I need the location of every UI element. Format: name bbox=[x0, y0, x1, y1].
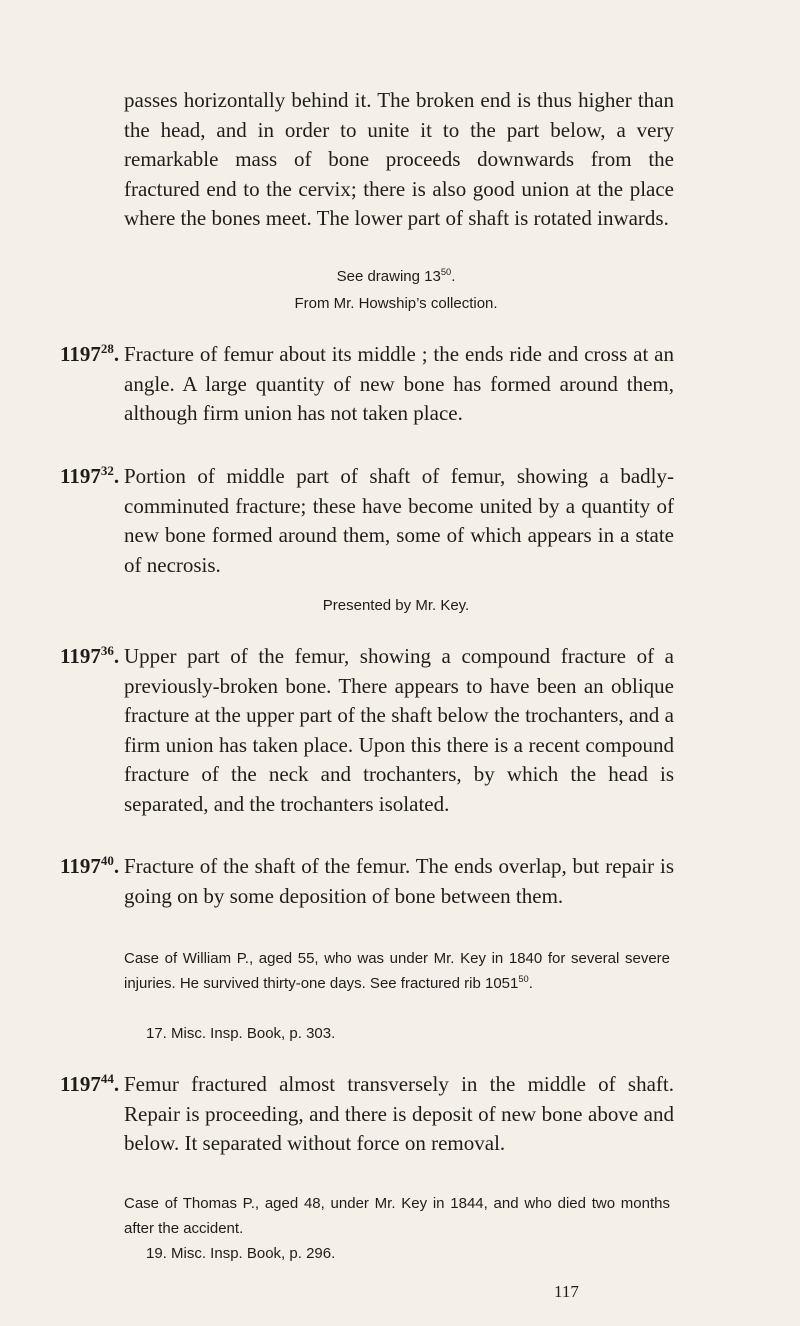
entry-text: Portion of middle part of shaft of femur, showing a badly-comminuted fracture; these have become united by a quantity of new bone formed around them, some of which appears in a state of necrosis. bbox=[124, 464, 674, 577]
book-reference bbox=[0, 1021, 800, 1046]
see-drawing-sup: 50 bbox=[440, 267, 452, 277]
case-note-text: Case of Thomas P., aged 48, under Mr. Key in 1844, and who died two months after the accident. bbox=[124, 1195, 670, 1237]
catalogue-entry bbox=[0, 1070, 800, 1159]
page-number: 117 bbox=[554, 1282, 579, 1301]
presented-by: Presented by Mr. Key. bbox=[322, 597, 470, 614]
case-note bbox=[0, 1191, 800, 1241]
intro-block bbox=[0, 86, 800, 234]
intro-source bbox=[0, 291, 800, 316]
entry-text: Fracture of femur about its middle ; the ends ride and cross at an angle. A large quantity of new bone has formed around them, although firm union has not taken place. bbox=[124, 342, 674, 426]
intro-see-drawing: See drawing $13^{50}$. bbox=[336, 267, 456, 285]
entry-number: 1197$^{28}$. bbox=[60, 341, 120, 366]
entry-number: 1197$^{36}$. bbox=[60, 643, 120, 668]
intro-paragraph: passes horizontally behind it. The broken end is thus higher than the head, and in order to unite it to the part below, a very remarkable mass of bone proceeds downwards from the fractured end to the cervix; there is also good union at the place where the bones meet. The lower part of shaft is rotated inwards. bbox=[124, 88, 674, 231]
presented-note bbox=[0, 593, 800, 618]
entry-number: 1197$^{44}$. bbox=[60, 1071, 120, 1096]
case-note bbox=[0, 946, 800, 996]
entry-text: Upper part of the femur, showing a compound fracture of a previously-broken bone. There appears to have been an oblique fracture at the upper part of the shaft below the trochanters, and a firm union has taken place. Upon this there is a recent compound fracture of the neck and trochanters, by which the head is separated, and the trochanters isolated. bbox=[124, 644, 674, 816]
catalogue-entry bbox=[0, 340, 800, 429]
source-note: From Mr. Howship’s collection. bbox=[294, 295, 498, 312]
entry-text: Femur fractured almost transversely in the middle of shaft. Repair is proceeding, and there is deposit of new bone above and below. It separated without force on removal. bbox=[124, 1072, 674, 1156]
entry-text: Fracture of the shaft of the femur. The ends overlap, but repair is going on by some deposition of bone between them. bbox=[124, 854, 674, 908]
entry-number: 1197$^{32}$. bbox=[60, 463, 120, 488]
catalogue-entry bbox=[0, 852, 800, 911]
book-reference-text: 17. Misc. Insp. Book, p. 303. bbox=[146, 1025, 336, 1042]
catalogue-entry bbox=[0, 642, 800, 820]
entry-number: 1197$^{40}$. bbox=[60, 853, 120, 878]
book-reference-text: 19. Misc. Insp. Book, p. 296. bbox=[146, 1245, 336, 1262]
catalogue-entry bbox=[0, 462, 800, 580]
see-drawing-text: See drawing 13 bbox=[336, 268, 441, 285]
case-note-text: Case of William P., aged 55, who was under Mr. Key in 1840 for several severe injuries. He survived thirty-one days. See fractured rib 1051$^{50}$. bbox=[124, 950, 670, 992]
book-reference bbox=[0, 1241, 800, 1266]
